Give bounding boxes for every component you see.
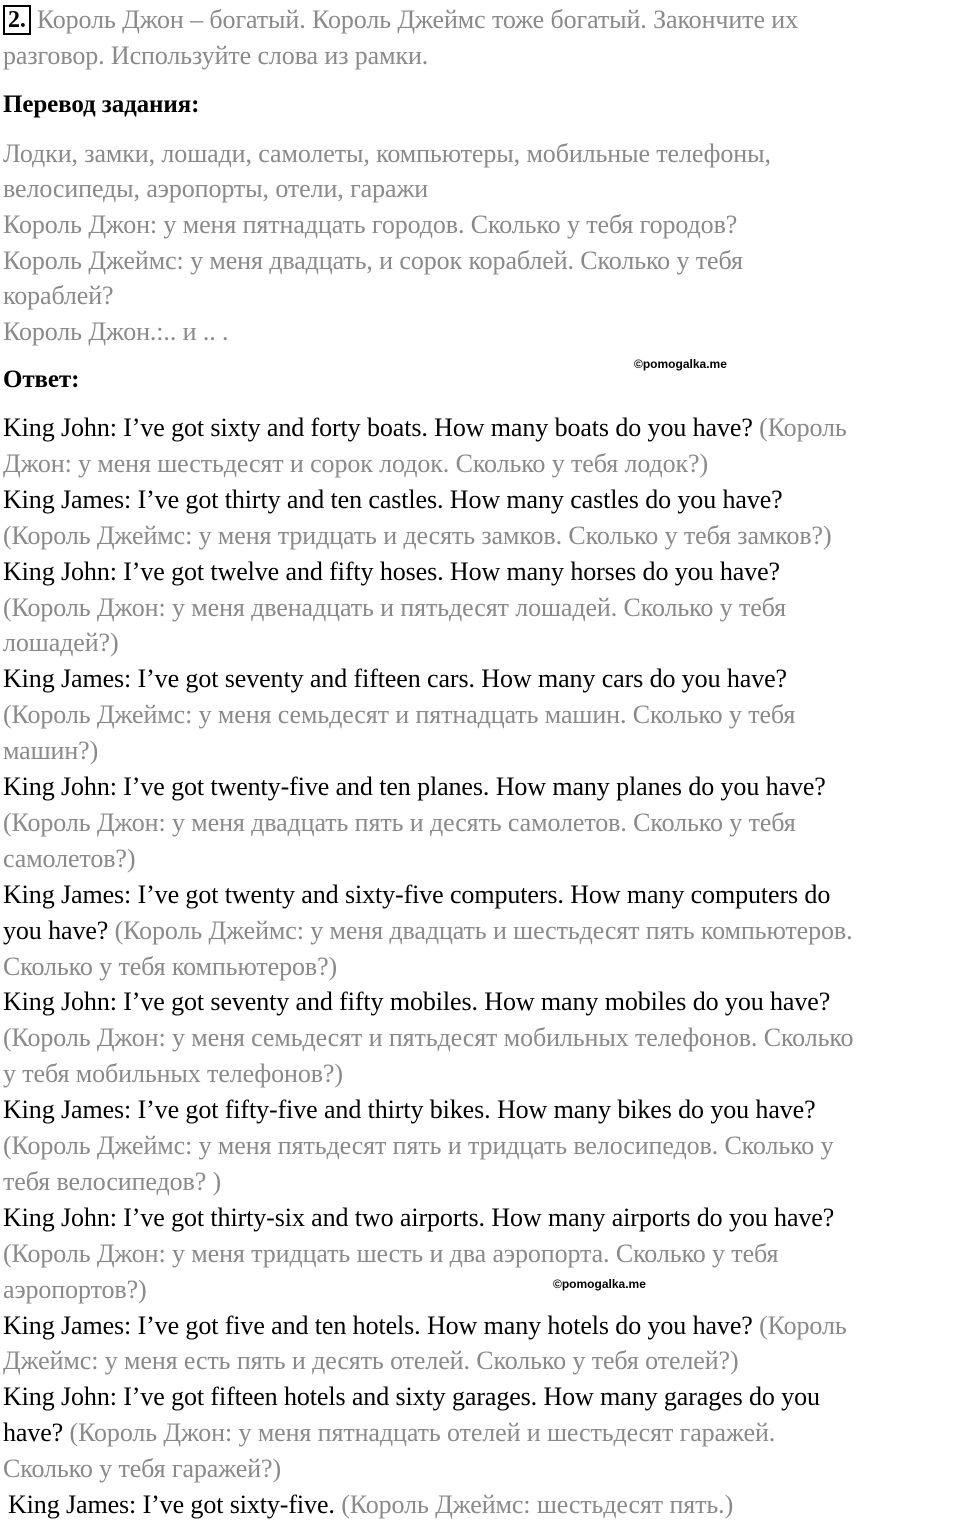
answer-russian-translation: у тебя мобильных телефонов?) bbox=[3, 1059, 343, 1088]
answer-english-text: King John: I’ve got twelve and fifty hoses. How many horses do you have? bbox=[3, 557, 780, 586]
answer-russian-translation: аэропортов?) bbox=[3, 1275, 147, 1304]
answer-russian-translation: самолетов?) bbox=[3, 844, 136, 873]
task-statement-line-1 bbox=[3, 2, 798, 38]
answer-line bbox=[3, 590, 786, 626]
answer-line bbox=[3, 1236, 778, 1272]
answer-russian-translation: Джеймс: у меня есть пять и десять отелей. Сколько у тебя отелей?) bbox=[3, 1346, 739, 1375]
answer-line bbox=[3, 913, 853, 949]
task-text-1: Король Джон – богатый. Король Джеймс тоже богатый. Закончите их bbox=[36, 5, 798, 34]
answer-line bbox=[3, 1056, 343, 1092]
answer-russian-translation: (Король bbox=[759, 1311, 847, 1340]
answer-english-text: King James: I’ve got fifty-five and thirty bikes. How many bikes do you have? bbox=[3, 1095, 816, 1124]
answer-russian-translation: тебя велосипедов? ) bbox=[3, 1167, 222, 1196]
answer-line bbox=[3, 661, 787, 697]
translation-line: Король Джон.:.. и .. . bbox=[3, 317, 229, 346]
answer-english-text: King James: I’ve got seventy and fifteen cars. How many cars do you have? bbox=[3, 664, 787, 693]
answer-heading: Ответ: bbox=[3, 366, 80, 393]
answer-russian-translation: Сколько у тебя компьютеров?) bbox=[3, 952, 338, 981]
task-statement-line-2: разговор. Используйте слова из рамки. bbox=[3, 41, 429, 70]
answer-line bbox=[3, 1415, 775, 1451]
answer-line bbox=[3, 697, 795, 733]
answer-english-text: King John: I’ve got thirty-six and two airports. How many airports do you have? bbox=[3, 1203, 835, 1232]
answer-line bbox=[3, 877, 830, 913]
answer-line bbox=[3, 733, 98, 769]
answer-line bbox=[3, 1343, 739, 1379]
watermark: ©pomogalka.me bbox=[553, 1277, 646, 1291]
answer-russian-translation: (Король Джон: у меня тридцать шесть и два аэропорта. Сколько у тебя bbox=[3, 1239, 779, 1268]
answer-line bbox=[3, 518, 832, 554]
answer-english-text: King James: I’ve got thirty and ten castles. How many castles do you have? bbox=[3, 485, 783, 514]
translation-line: кораблей? bbox=[3, 281, 114, 310]
answer-russian-translation: (Король bbox=[759, 413, 847, 442]
answer-russian-translation: (Король Джон: у меня двадцать пять и десять самолетов. Сколько у тебя bbox=[3, 808, 796, 837]
answer-english-text: King James: I’ve got twenty and sixty-five computers. How many computers do bbox=[3, 880, 831, 909]
answer-english-text: King John: I’ve got fifteen hotels and sixty garages. How many garages do you bbox=[3, 1382, 820, 1411]
answer-line bbox=[3, 1092, 816, 1128]
answer-russian-translation: (Король Джон: у меня семьдесят и пятьдесят мобильных телефонов. Сколько bbox=[3, 1023, 854, 1052]
answer-line bbox=[3, 1164, 221, 1200]
watermark: ©pomogalka.me bbox=[634, 357, 727, 371]
answer-russian-translation: машин?) bbox=[3, 736, 99, 765]
answer-english-text: King John: I’ve got twenty-five and ten planes. How many planes do you have? bbox=[3, 772, 826, 801]
translation-line: Король Джон: у меня пятнадцать городов. Сколько у тебя городов? bbox=[3, 210, 738, 239]
answer-line bbox=[3, 1308, 847, 1344]
answer-line bbox=[3, 554, 780, 590]
translation-line: велосипеды, аэропорты, отели, гаражи bbox=[3, 174, 429, 203]
answer-line bbox=[3, 1020, 853, 1056]
answer-russian-translation: (Король Джеймс: шестьдесят пять.) bbox=[341, 1490, 734, 1519]
answer-line bbox=[8, 1487, 733, 1523]
answer-russian-translation: (Король Джеймс: у меня семьдесят и пятнадцать машин. Сколько у тебя bbox=[3, 700, 796, 729]
answer-english-text: King John: I’ve got seventy and fifty mobiles. How many mobiles do you have? bbox=[3, 987, 831, 1016]
answer-english-text: King James: I’ve got five and ten hotels. How many hotels do you have? bbox=[3, 1311, 760, 1340]
answer-russian-translation: Джон: у меня шестьдесят и сорок лодок. Сколько у тебя лодок?) bbox=[3, 449, 709, 478]
answer-line bbox=[3, 1272, 147, 1308]
answer-line bbox=[3, 1451, 281, 1487]
answer-line bbox=[3, 410, 847, 446]
translation-line: Король Джеймс: у меня двадцать, и сорок кораблей. Сколько у тебя bbox=[3, 246, 743, 275]
answer-line bbox=[3, 1379, 820, 1415]
translation-line: Лодки, замки, лошади, самолеты, компьютеры, мобильные телефоны, bbox=[3, 139, 771, 168]
answer-english-text: King James: I’ve got sixty-five. bbox=[8, 1490, 342, 1519]
answer-russian-translation: (Король Джеймс: у меня двадцать и шестьдесят пять компьютеров. bbox=[114, 916, 853, 945]
answer-russian-translation: Сколько у тебя гаражей?) bbox=[3, 1454, 282, 1483]
answer-russian-translation: лошадей?) bbox=[3, 628, 119, 657]
answer-line bbox=[3, 446, 708, 482]
answer-english-text: have? bbox=[3, 1418, 70, 1447]
answer-russian-translation: (Король Джон: у меня пятнадцать отелей и шестьдесят гаражей. bbox=[69, 1418, 776, 1447]
answer-english-text: King John: I’ve got sixty and forty boats. How many boats do you have? bbox=[3, 413, 760, 442]
answer-english-text: you have? bbox=[3, 916, 115, 945]
answer-russian-translation: (Король Джеймс: у меня тридцать и десять замков. Сколько у тебя замков?) bbox=[3, 521, 832, 550]
answer-line bbox=[3, 482, 783, 518]
answer-line bbox=[3, 984, 830, 1020]
answer-line bbox=[3, 769, 826, 805]
answer-line bbox=[3, 625, 119, 661]
answer-line bbox=[3, 805, 796, 841]
answer-russian-translation: (Король Джон: у меня двенадцать и пятьдесят лошадей. Сколько у тебя bbox=[3, 593, 787, 622]
answer-line bbox=[3, 949, 337, 985]
answer-line bbox=[3, 1200, 834, 1236]
answer-line bbox=[3, 841, 135, 877]
answer-line bbox=[3, 1128, 834, 1164]
answer-russian-translation: (Король Джеймс: у меня пятьдесят пять и тридцать велосипедов. Сколько у bbox=[3, 1131, 834, 1160]
task-number-box: 2. bbox=[3, 5, 31, 35]
translation-heading: Перевод задания: bbox=[3, 91, 200, 118]
